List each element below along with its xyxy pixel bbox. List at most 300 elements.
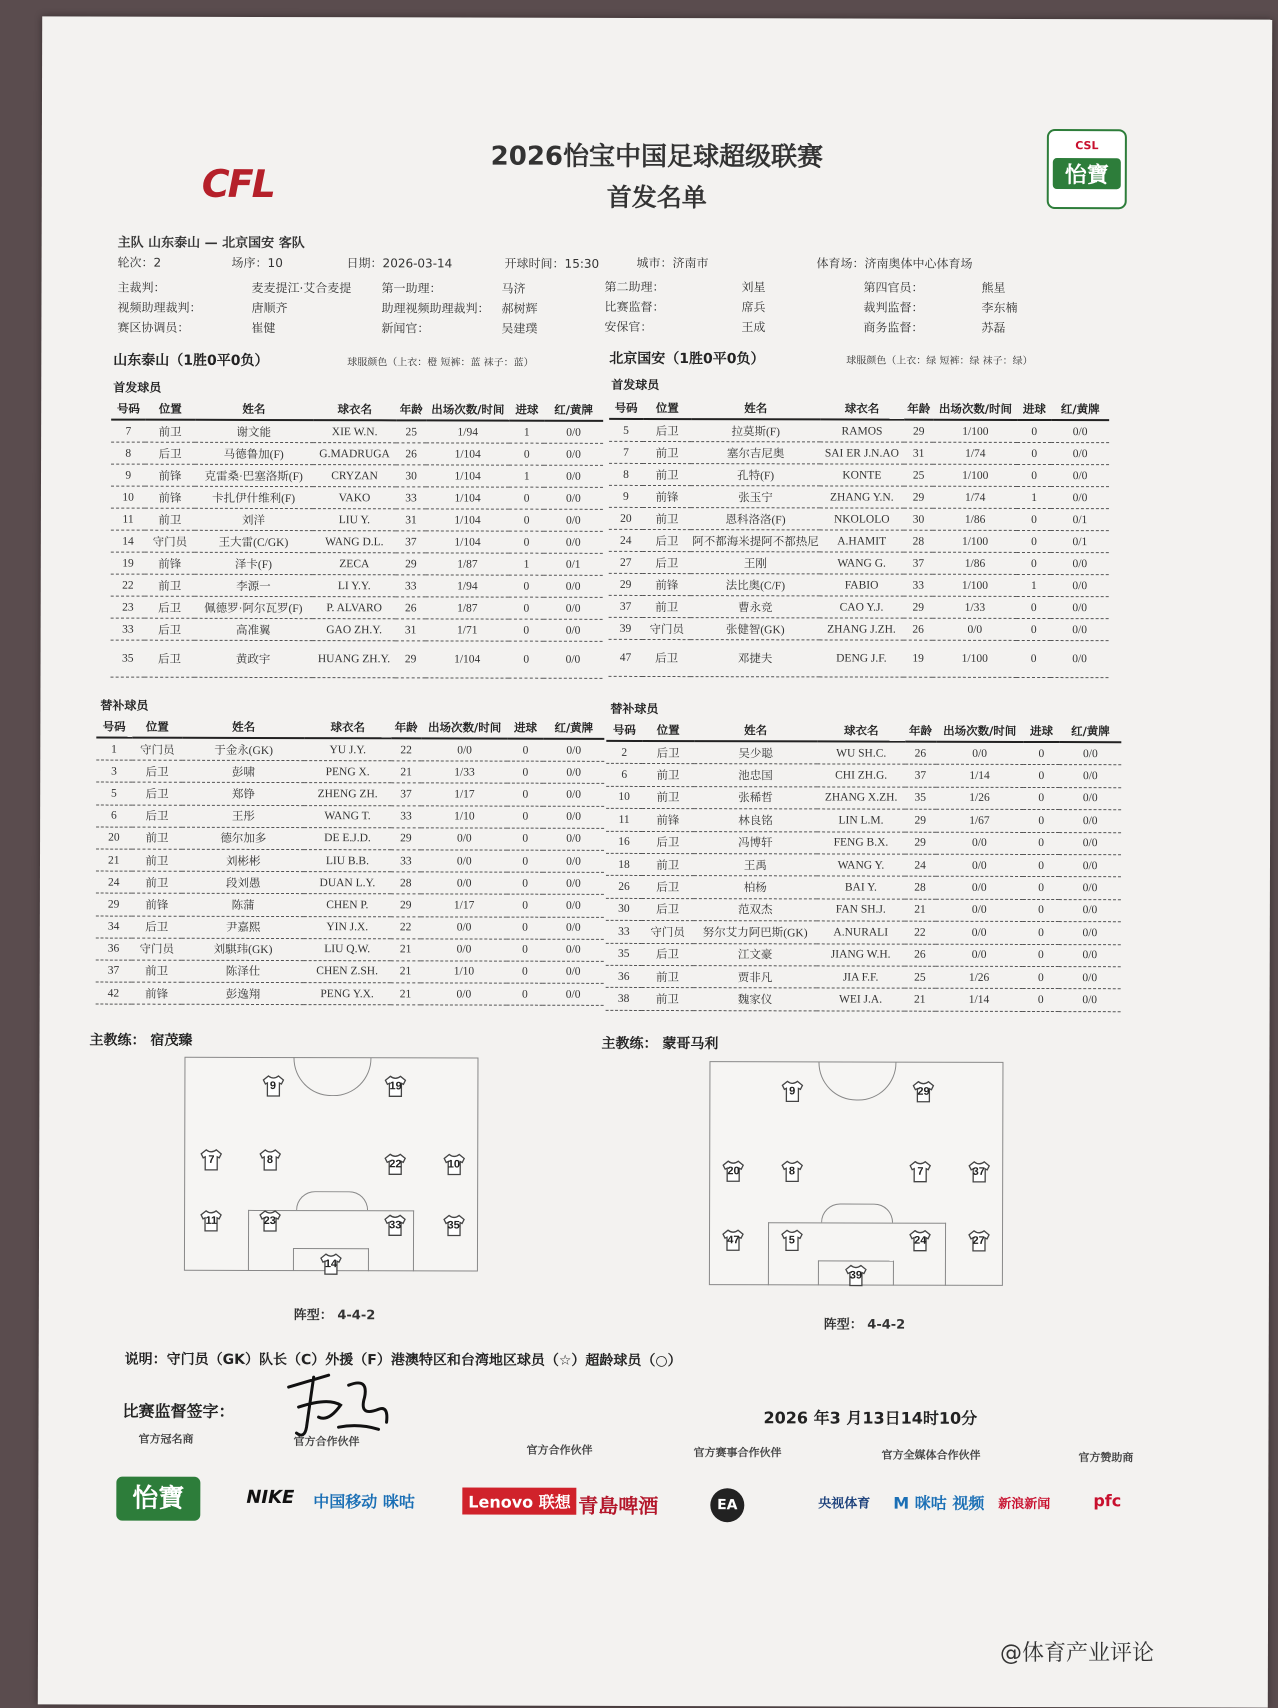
shirt-number: 8 [788,1165,796,1178]
cell-appearances: 1/94 [426,575,510,597]
cell-appearances: 1/17 [421,783,507,805]
csl-logo-text: CSL [1075,139,1099,153]
cell-shirt-name: WANG D.L. [313,531,397,553]
player-shirt-icon [261,1075,285,1097]
shirt-number: 5 [788,1233,795,1246]
lenovo-logo: Lenovo 联想 [462,1487,577,1514]
cell-shirt-name: LIN L.M. [817,809,905,832]
cell-goals: 0 [507,939,543,961]
cell-goals: 1 [509,553,543,575]
official-label: 新闻官： [381,321,430,336]
column-header-position: 位置 [132,717,183,738]
cell-appearances: 1/67 [936,809,1024,832]
cell-age: 26 [396,597,426,619]
cell-goals: 0 [1023,810,1059,832]
official-value: 刘星 [741,280,766,295]
migu-logo: 中国移动 咪咕 [313,1492,415,1512]
official-label: 第四官员： [863,280,924,295]
partner-tier-label: 官方全媒体合作伙伴 [881,1448,981,1462]
cell-position: 前卫 [643,463,692,485]
cell-name: 拉莫斯(F) [691,419,820,442]
cell-appearances: 1/26 [935,966,1023,989]
cell-goals: 0 [509,619,543,641]
official-value: 唐顺齐 [251,300,288,316]
cell-cards: 0/0 [543,917,604,939]
cell-number: 3 [96,760,132,782]
cell-number: 16 [606,831,642,853]
cell-name: 张稀哲 [694,786,818,809]
cell-position: 前卫 [643,441,692,463]
cell-appearances: 1/26 [936,787,1024,810]
table-row [606,853,1121,877]
cell-name: 张玉宁 [691,486,820,508]
cell-name: 段刘愚 [182,871,304,894]
cell-number: 34 [96,916,132,938]
cell-appearances: 1/104 [426,465,510,487]
official-label: 第二助理： [604,279,665,295]
cell-cards: 0/0 [543,641,602,678]
center-circle [818,1061,896,1100]
player-shirt-icon [199,1210,223,1232]
table-row [96,916,604,940]
signed-datetime: 2026 年3 月13日14时10分 [763,1408,978,1428]
cell-name: 李源一 [194,574,312,596]
cell-goals: 0 [1023,832,1059,854]
cell-cards: 0/0 [543,619,602,641]
partner-tier-label: 官方赛事合作伙伴 [693,1446,782,1460]
cell-shirt-name: LIU B.B. [304,850,390,872]
official-value: 吴建璞 [501,321,538,336]
away-formation: 阵型： 4-4-2 [823,1317,906,1333]
cell-number: 7 [609,441,643,463]
cell-number: 26 [606,876,642,898]
cell-age: 31 [904,442,933,464]
cell-appearances: 1/100 [933,574,1017,596]
column-header-name: 姓名 [183,717,305,738]
player-shirt-icon [912,1081,936,1103]
cell-position: 后卫 [643,551,692,573]
cell-number: 1 [96,738,132,761]
table-row [606,988,1121,1012]
cell-goals: 0 [1017,596,1051,618]
shirt-number: 9 [269,1079,277,1092]
cell-goals: 0 [1023,966,1059,988]
table-row [111,596,603,619]
table-header-row [609,398,1109,420]
player-shirt-icon [908,1229,932,1251]
cell-number: 10 [606,786,642,808]
nike-logo: NIKE [246,1486,295,1509]
cell-shirt-name: VAKO [313,487,397,509]
column-header-name: 姓名 [694,720,818,741]
cell-age: 28 [904,530,933,552]
match-city: 城市：济南市 [636,255,709,271]
official-value: 郝树辉 [501,301,538,316]
shirt-number: 9 [789,1085,796,1098]
cell-position: 前锋 [145,552,194,574]
cell-age: 33 [396,487,426,509]
column-header-number: 号码 [609,398,643,419]
match-date: 日期：2026-03-14 [346,256,453,271]
player-shirt-icon [721,1229,745,1251]
cell-number: 29 [609,573,643,595]
cell-age: 21 [391,761,422,783]
cell-cards: 0/0 [1051,575,1109,597]
official-label: 主裁判： [117,280,166,295]
cell-age: 25 [396,420,426,443]
away-subs-heading: 替补球员 [610,701,659,717]
cell-goals: 1 [1017,486,1051,508]
partner-tier-label: 官方合作伙伴 [526,1443,593,1457]
cell-cards: 0/1 [544,553,603,575]
cell-goals: 0 [508,783,544,805]
official-value: 麦麦提江·艾合麦提 [251,280,352,296]
cell-number: 10 [111,486,145,508]
table-row [609,485,1109,508]
cell-goals: 0 [1017,420,1051,443]
table-row [111,464,603,487]
cell-age: 29 [396,641,426,678]
column-header-cards: 红/黄牌 [544,400,603,421]
cell-shirt-name: CHEN Z.SH. [304,960,390,982]
cell-goals: 0 [508,806,544,828]
cell-appearances: 1/86 [933,552,1017,574]
official-value: 席兵 [741,300,766,315]
match-teams: 主队 山东泰山 — 北京国安 客队 [117,235,305,252]
shirt-number: 14 [324,1257,338,1270]
cell-goals: 1 [510,421,544,444]
shirt-number: 35 [447,1219,460,1232]
player-shirt-icon [442,1215,466,1237]
cctv-sports-logo: 央视体育 [818,1496,871,1512]
cell-cards: 0/0 [1051,641,1109,678]
column-header-number: 号码 [96,717,132,738]
player-shirt-icon [319,1253,343,1275]
cell-appearances: 0/0 [935,899,1023,922]
migu-video-logo: M 咪咕 视频 [893,1493,985,1513]
cell-appearances: 0/0 [936,742,1024,765]
column-header-cards: 红/黄牌 [1051,399,1109,420]
cell-cards: 0/0 [1059,855,1121,878]
cell-position: 前锋 [642,809,694,832]
cell-number: 33 [606,920,642,942]
cell-goals: 0 [1023,922,1059,944]
player-shirt-icon [258,1149,282,1171]
cell-number: 2 [606,741,642,764]
cell-shirt-name: A.HAMIT [820,530,904,552]
player-shirt-icon [780,1229,804,1251]
player-shirt-icon [967,1161,991,1183]
weibo-watermark: @体育产业评论 [1000,1641,1155,1666]
cell-position: 后卫 [132,805,183,827]
away-starters-heading: 首发球员 [611,377,660,393]
shirt-number: 8 [266,1153,273,1166]
cell-appearances: 0/0 [421,939,507,961]
cell-shirt-name: DENG J.F. [819,640,903,677]
cell-appearances: 0/0 [933,618,1017,640]
lineup-sheet [38,16,1272,1707]
player-shirt-icon [383,1153,407,1175]
cell-position: 前卫 [642,988,694,1011]
player-shirt-icon [722,1160,746,1182]
page-subtitle: 首发名单 [606,182,707,213]
cell-goals: 0 [508,761,544,783]
cell-number: 35 [110,640,145,677]
penalty-arc [821,1203,893,1222]
shirt-number: 47 [727,1233,740,1246]
cell-age: 29 [904,420,933,443]
cell-position: 前锋 [643,573,692,595]
cell-name: 阿不都海米提阿不都热尼 [691,530,820,552]
cell-name: 法比奥(C/F) [691,574,820,596]
cell-goals: 0 [507,872,543,894]
away-coach: 主教练： 蒙哥马利 [601,1035,719,1053]
table-header-row [111,399,603,421]
column-header-shirt-name: 球衣名 [817,720,905,741]
cell-cards: 0/0 [1059,742,1121,765]
match-kickoff: 开球时间：15:30 [504,256,600,271]
table-row [606,898,1121,922]
cell-age: 21 [904,988,935,1010]
cell-name: 王大雷(C/GK) [194,530,312,552]
center-circle [293,1057,371,1096]
cell-cards: 0/0 [543,961,604,983]
cell-appearances: 0/0 [421,850,507,872]
cell-number: 33 [111,618,145,640]
table-row [606,764,1121,788]
column-header-goals: 进球 [508,718,544,739]
official-label: 第一助理： [381,281,442,296]
cell-shirt-name: LI Y.Y. [312,575,396,597]
cell-number: 42 [96,982,132,1004]
official-label: 商务监督： [863,320,924,335]
cell-name: 吴少聪 [694,741,818,764]
cell-name: 塞尔吉尼奥 [691,442,820,464]
table-row [96,871,604,895]
cell-appearances: 0/0 [421,916,507,938]
shirt-number: 7 [917,1165,924,1178]
cell-number: 8 [609,463,643,485]
cell-number: 5 [96,782,132,804]
cell-shirt-name: PENG Y.X. [304,983,390,1005]
cell-number: 20 [609,507,643,529]
cell-appearances: 0/0 [935,944,1023,967]
official-value: 马济 [501,281,526,296]
cell-shirt-name: RAMOS [820,419,904,442]
cell-goals: 0 [509,597,543,619]
signature-label: 比赛监督签字： [122,1401,235,1421]
cell-age: 24 [905,854,936,876]
cell-appearances: 1/87 [426,553,510,575]
cell-age: 19 [903,640,933,677]
cell-age: 37 [904,552,933,574]
table-row [111,530,603,553]
cell-shirt-name: WEI J.A. [817,988,905,1011]
cell-age: 21 [905,899,936,921]
cell-appearances: 1/100 [933,640,1017,677]
column-header-number: 号码 [111,399,145,420]
cell-shirt-name: FENG B.X. [817,831,905,854]
cell-number: 5 [609,419,643,442]
cell-shirt-name: BAI Y. [817,876,905,899]
away-team-record: 北京国安（1胜0平0负） [609,350,765,368]
table-row [96,849,604,873]
cell-age: 22 [390,916,421,938]
ea-logo: EA [710,1488,744,1522]
cell-number: 6 [96,805,132,827]
cell-position: 前卫 [642,965,694,988]
cell-age: 21 [390,938,421,960]
cell-position: 后卫 [132,783,183,805]
shirt-number: 33 [389,1219,402,1232]
away-kit-colors: 球服颜色（上衣：绿 短裤：绿 袜子：绿） [846,355,1033,367]
sina-news-logo: 新浪新闻 [998,1496,1051,1513]
cell-cards: 0/0 [543,739,604,762]
cell-shirt-name: WANG T. [304,805,390,827]
table-row [111,574,603,597]
csl-logo [1047,129,1127,209]
cell-position: 守门员 [131,938,182,960]
cell-cards: 0/0 [543,895,604,917]
shirt-number: 22 [389,1158,402,1171]
cell-position: 前锋 [145,486,194,508]
cell-number: 8 [111,442,145,464]
cell-name: 王禹 [694,854,818,877]
cell-shirt-name: WANG Y. [817,854,905,877]
cell-cards: 0/0 [1059,899,1121,922]
cell-goals: 1 [509,465,543,487]
cell-name: 王彤 [182,805,304,828]
cell-cards: 0/0 [1051,619,1109,641]
column-header-appearances: 出场次数/时间 [421,717,507,738]
cell-shirt-name: WANG G. [820,552,904,574]
cell-age: 31 [396,619,426,641]
home-subs-heading: 替补球员 [100,698,149,713]
home-coach: 主教练： 宿茂臻 [89,1032,193,1049]
cell-number: 18 [606,853,642,875]
cell-number: 47 [608,639,642,676]
table-row [606,786,1121,810]
player-shirt-icon [383,1215,407,1237]
cell-number: 39 [609,617,643,639]
cell-age: 30 [396,465,426,487]
cell-goals: 0 [509,487,543,509]
cell-cards: 0/0 [1051,443,1109,465]
cell-position: 守门员 [145,530,194,552]
cell-position: 前卫 [145,508,194,530]
cell-goals: 0 [1017,442,1051,464]
official-value: 崔健 [251,320,276,336]
cell-cards: 0/0 [544,509,603,531]
cell-number: 14 [111,530,145,552]
cell-name: 彭啸 [183,760,305,783]
cell-appearances: 1/71 [425,619,509,641]
official-value: 熊星 [981,280,1006,295]
cell-position: 前锋 [131,982,182,1004]
shirt-number: 23 [263,1215,276,1228]
table-row [606,741,1121,765]
cell-cards: 0/0 [543,939,604,961]
cell-name: 德尔加多 [182,827,304,850]
cell-age: 29 [905,809,936,831]
pfc-logo: pfc [1093,1491,1122,1511]
cell-position: 后卫 [642,741,694,764]
csl-logo-brand: 怡寶 [1053,158,1121,189]
cell-age: 29 [905,832,936,854]
cell-position: 后卫 [642,943,694,966]
cell-age: 30 [904,508,933,530]
cell-appearances: 1/104 [426,443,510,465]
cell-name: 冯博轩 [694,831,818,854]
official-value: 苏磊 [981,320,1006,335]
cell-number: 38 [606,988,642,1010]
cell-shirt-name: FAN SH.J. [817,899,905,922]
cell-cards: 0/0 [543,983,604,1005]
table-row [609,441,1109,464]
cell-position: 前锋 [145,464,194,486]
cell-position: 前锋 [131,893,182,915]
cell-appearances: 1/74 [933,442,1017,464]
cell-goals: 0 [509,575,543,597]
cell-cards: 0/0 [1059,944,1121,967]
cell-age: 35 [905,787,936,809]
cell-name: 泽卡(F) [194,552,312,574]
shirt-number: 29 [917,1085,930,1098]
cell-goals: 0 [507,850,543,872]
cell-cards: 0/0 [1051,487,1109,509]
player-shirt-icon [844,1265,868,1287]
cell-number: 35 [606,943,642,965]
table-row [111,442,603,465]
partner-tier-label: 官方冠名商 [138,1432,194,1446]
cell-appearances: 1/100 [933,464,1017,486]
cell-appearances: 1/14 [936,765,1024,788]
home-kit-colors: 球服颜色（上衣：橙 短裤：蓝 袜子：蓝） [347,357,534,369]
cell-cards: 0/0 [1051,553,1109,575]
cell-shirt-name: LIU Y. [313,509,397,531]
cell-appearances: 0/0 [936,832,1024,855]
cell-appearances: 1/87 [425,597,509,619]
table-row [111,552,603,575]
partner-tier-label: 官方合作伙伴 [293,1435,360,1449]
table-row [606,809,1121,833]
cell-appearances: 1/100 [933,530,1017,552]
cell-goals: 0 [1017,464,1051,486]
cell-cards: 0/0 [1059,787,1121,810]
cell-cards: 0/0 [1051,597,1109,619]
cell-cards: 0/1 [1051,509,1109,531]
player-shirt-icon [199,1149,223,1171]
cell-name: 马德鲁加(F) [195,442,313,464]
cell-age: 26 [903,618,932,640]
cell-shirt-name: JIA F.F. [817,966,905,989]
cell-position: 前卫 [132,827,183,849]
cell-position: 后卫 [145,640,194,677]
cell-shirt-name: CRYZAN [313,465,397,487]
cell-number: 9 [111,464,145,486]
player-shirt-icon [967,1229,991,1251]
cell-appearances: 0/0 [935,877,1023,900]
cell-goals: 0 [1017,640,1051,677]
cell-name: 贾非凡 [693,966,817,989]
shirt-number: 39 [849,1269,863,1282]
cell-shirt-name: G.MADRUGA [313,443,397,465]
cell-appearances: 1/10 [421,961,507,983]
cell-shirt-name: NKOLOLO [820,508,904,530]
cell-name: 努尔艾力阿巴斯(GK) [693,921,817,944]
cell-cards: 0/0 [1051,420,1109,443]
table-row [96,805,604,829]
